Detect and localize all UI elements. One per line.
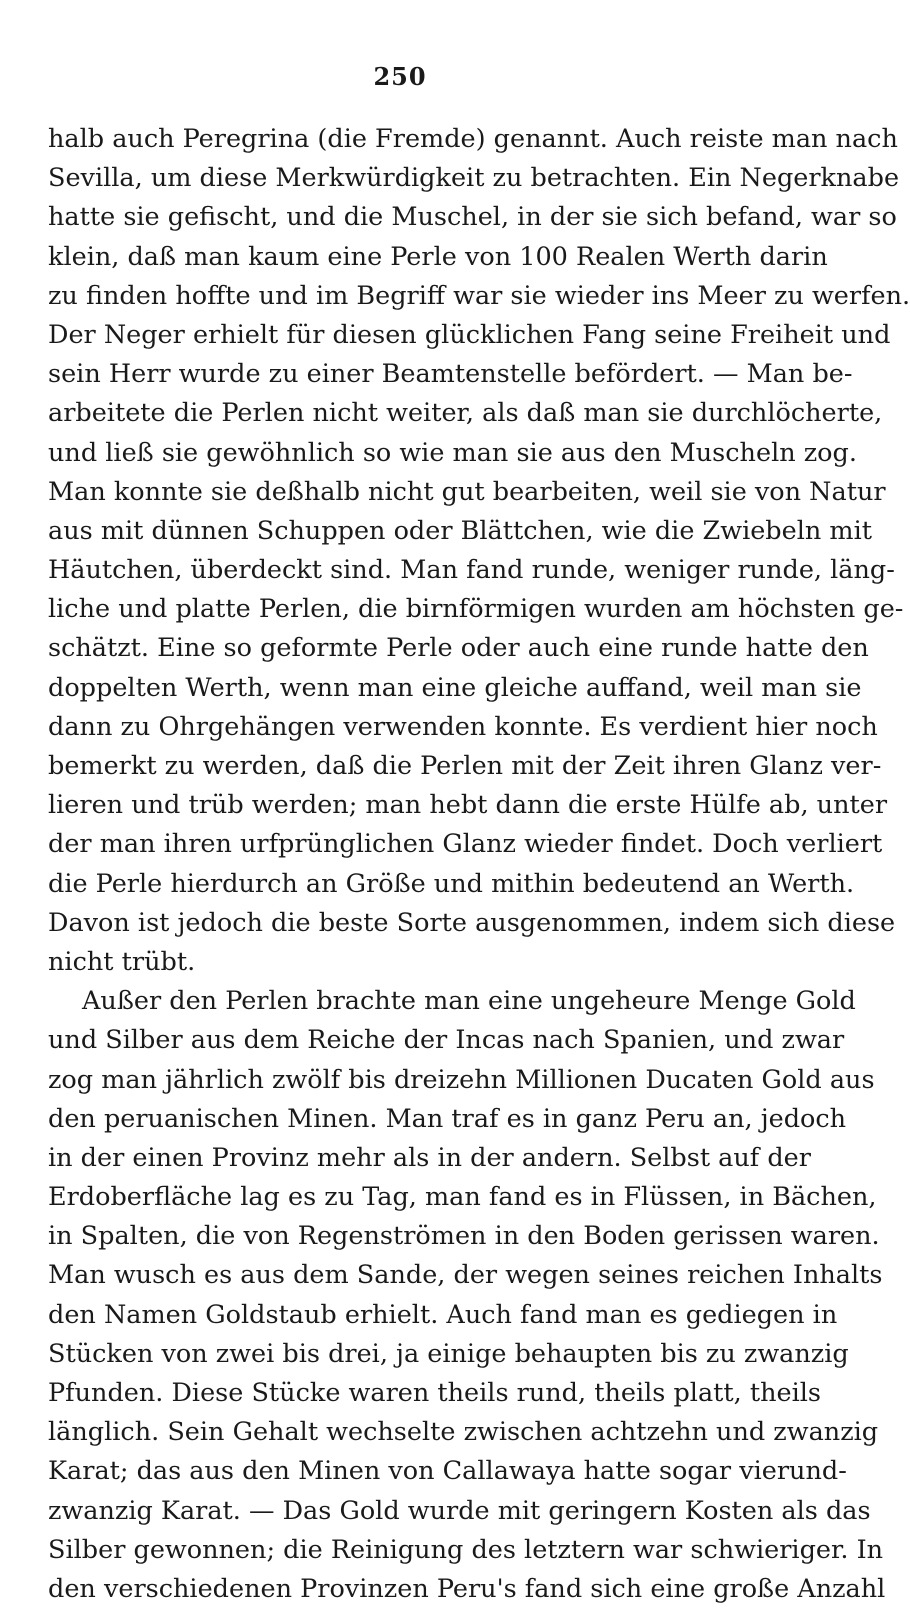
text-line: Stücken von zwei bis drei, ja einige behaupten bis zu zwanzig — [48, 1338, 849, 1369]
text-line: zu finden hoffte und im Begriff war sie wieder ins Meer zu werfen. — [48, 280, 910, 311]
text-line: dann zu Ohrgehängen verwenden konnte. Es verdient hier noch — [48, 711, 878, 742]
text-line: Silber gewonnen; die Reinigung des letztern war schwieriger. In — [48, 1534, 884, 1565]
text-line: bemerkt zu werden, daß die Perlen mit der Zeit ihren Glanz ver- — [48, 751, 882, 781]
text-line: nicht trübt. — [48, 946, 196, 977]
text-line: Pfunden. Diese Stücke waren theils rund, theils platt, theils — [48, 1378, 822, 1408]
text-line: halb auch Peregrina (die Fremde) genannt. Auch reiste man nach — [48, 124, 898, 154]
text-line: in Spalten, die von Regenströmen in den Boden gerissen waren. — [48, 1221, 880, 1252]
text-line: lieren und trüb werden; man hebt dann die erste Hülfe ab, unter — [48, 790, 888, 821]
text-line: klein, daß man kaum eine Perle von 100 Realen Werth darin — [48, 241, 828, 272]
text-line: die Perle hierdurch an Größe und mithin bedeutend an Werth. — [48, 868, 855, 899]
text-line: zog man jährlich zwölf bis dreizehn Millionen Ducaten Gold aus — [48, 1064, 875, 1095]
text-line: doppelten Werth, wenn man eine gleiche auffand, weil man sie — [48, 672, 862, 703]
text-line: liche und platte Perlen, die birnförmigen wurden am höchsten ge- — [48, 594, 904, 625]
text-line: den Namen Goldstaub erhielt. Auch fand man es gediegen in — [48, 1299, 838, 1330]
text-line: länglich. Sein Gehalt wechselte zwischen achtzehn und zwanzig — [48, 1417, 879, 1448]
text-line: Karat; das aus den Minen von Callawaya hatte sogar vierund- — [48, 1456, 847, 1487]
text-line: Man wusch es aus dem Sande, der wegen seines reichen Inhalts — [48, 1260, 883, 1291]
text-line: der man ihren urfprünglichen Glanz wieder findet. Doch verliert — [48, 829, 883, 860]
text-line: in der einen Provinz mehr als in der andern. Selbst auf der — [48, 1142, 811, 1173]
text-line: aus mit dünnen Schuppen oder Blättchen, wie die Zwiebeln mit — [48, 515, 872, 546]
text-line: Erdoberfläche lag es zu Tag, man fand es in Flüssen, in Bächen, — [48, 1182, 877, 1213]
text-line: sein Herr wurde zu einer Beamtenstelle befördert. — Man be- — [48, 359, 853, 390]
body-text — [48, 120, 910, 1609]
text-line: Außer den Perlen brachte man eine ungeheure Menge Gold — [82, 986, 856, 1017]
page-number: 250 — [373, 62, 427, 91]
text-line: arbeitete die Perlen nicht weiter, als daß man sie durchlöcherte, — [48, 398, 883, 429]
text-line: Davon ist jedoch die beste Sorte ausgenommen, indem sich diese — [48, 907, 896, 938]
text-line: und ließ sie gewöhnlich so wie man sie aus den Muscheln zog. — [48, 437, 857, 468]
text-line: hatte sie gefischt, und die Muschel, in der sie sich befand, war so — [48, 202, 897, 233]
text-line: Häutchen, überdeckt sind. Man fand runde, weniger runde, läng- — [48, 555, 895, 586]
text-line: den verschiedenen Provinzen Peru's fand sich eine große Anzahl — [48, 1573, 886, 1604]
text-line: zwanzig Karat. — Das Gold wurde mit geringern Kosten als das — [48, 1495, 871, 1526]
text-line: Sevilla, um diese Merkwürdigkeit zu betrachten. Ein Negerknabe — [48, 163, 900, 194]
text-line: und Silber aus dem Reiche der Incas nach Spanien, und zwar — [48, 1025, 845, 1056]
text-line: den peruanischen Minen. Man traf es in ganz Peru an, jedoch — [48, 1103, 847, 1134]
text-line: Man konnte sie deßhalb nicht gut bearbeiten, weil sie von Natur — [48, 476, 886, 507]
text-line: Der Neger erhielt für diesen glücklichen Fang seine Freiheit und — [48, 319, 891, 350]
text-line: schätzt. Eine so geformte Perle oder auch eine runde hatte den — [48, 633, 869, 664]
